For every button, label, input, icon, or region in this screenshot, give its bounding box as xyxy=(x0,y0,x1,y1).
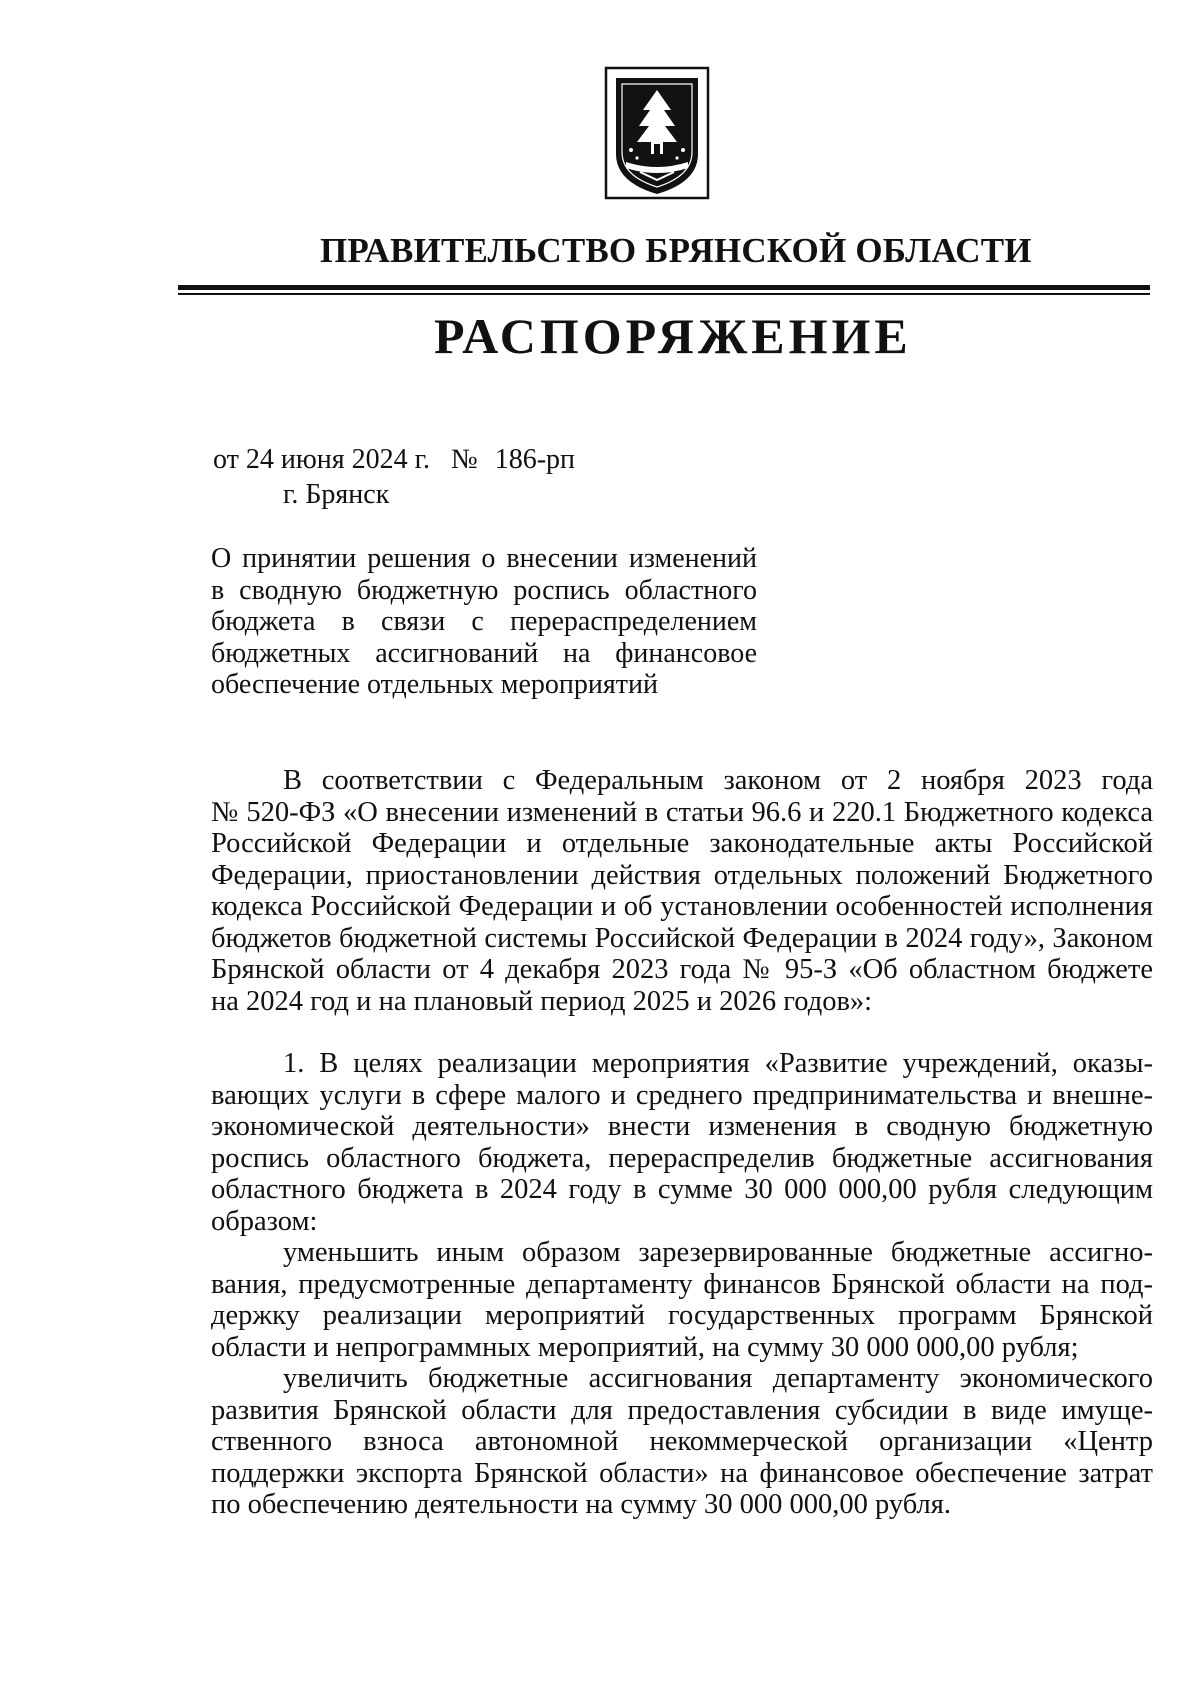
coat-of-arms-emblem xyxy=(604,66,710,200)
item-1-paragraph xyxy=(211,1048,1153,1237)
body-line: роспись областного бюджета, перераспределив бюджетные ассигнования xyxy=(211,1142,1153,1174)
body-line: вания, предусмотренные департаменту финансов Брянской области на под- xyxy=(211,1268,1153,1300)
subject-line: обеспечение отдельных мероприятий xyxy=(211,669,658,700)
body-line: бюджетов бюджетной системы Российской Федерации в 2024 году», Законом xyxy=(211,922,1153,954)
body-line: образом: xyxy=(211,1205,318,1237)
body-line: кодекса Российской Федерации и об установлении особенностей исполнения xyxy=(211,891,1153,922)
document-subject xyxy=(211,543,757,701)
subject-line: в сводную бюджетную роспись областного xyxy=(211,574,757,606)
body-line: областного бюджета в 2024 году в сумме 30 000 000,00 рубля следующим xyxy=(211,1174,1153,1205)
body-line: развития Брянской области для предоставления субсидии в виде имуще- xyxy=(211,1394,1153,1426)
body-line: уменьшить иным образом зарезервированные бюджетные ассигно- xyxy=(283,1237,1153,1268)
header-divider-thick xyxy=(178,285,1150,290)
body-line: В соответствии с Федеральным законом от 2 ноября 2023 года xyxy=(283,765,1153,796)
body-line: на 2024 год и на плановый период 2025 и 2026 годов»: xyxy=(211,985,873,1017)
organization-title: ПРАВИТЕЛЬСТВО БРЯНСКОЙ ОБЛАСТИ xyxy=(320,231,1032,270)
body-line: увеличить бюджетные ассигнования департаменту экономического xyxy=(283,1363,1153,1394)
preamble-paragraph xyxy=(211,765,1153,1017)
document-date-number xyxy=(213,444,575,476)
subject-line: бюджетных ассигнований на финансовое xyxy=(211,637,757,669)
body-line: № 520-ФЗ «О внесении изменений в статьи 96.6 и 220.1 Бюджетного кодекса xyxy=(211,796,1153,828)
decrease-paragraph xyxy=(211,1237,1153,1363)
body-line: поддержки экспорта Брянской области» на финансовое обеспечение затрат xyxy=(211,1457,1153,1489)
body-line: экономической деятельности» внести изменения в сводную бюджетную xyxy=(211,1111,1153,1142)
increase-paragraph xyxy=(211,1363,1153,1521)
document-number: 186-рп xyxy=(494,444,575,475)
document-type-title: РАСПОРЯЖЕНИЕ xyxy=(434,308,912,364)
paragraph-gap xyxy=(211,1017,1153,1048)
body-line: Российской Федерации и отдельные законодательные акты Российской xyxy=(211,828,1153,859)
header-divider-thin xyxy=(178,293,1150,295)
body-line: Брянской области от 4 декабря 2023 года № 95-З «Об областном бюджете xyxy=(211,954,1153,985)
body-line: 1. В целях реализации мероприятия «Развитие учреждений, оказы- xyxy=(283,1048,1153,1079)
document-date: 24 июня 2024 г. xyxy=(245,444,430,475)
date-prefix: от xyxy=(213,444,239,475)
number-sign: № xyxy=(450,444,478,475)
body-line: Федерации, приостановлении действия отдельных положений Бюджетного xyxy=(211,859,1153,891)
body-line: ственного взноса автономной некоммерческой организации «Центр xyxy=(211,1426,1153,1457)
body-line: области и непрограммных мероприятий, на сумму 30 000 000,00 рубля; xyxy=(211,1331,1079,1363)
subject-line: О принятии решения о внесении изменений xyxy=(211,543,757,574)
subject-line: бюджета в связи с перераспределением xyxy=(211,606,757,637)
document-city: г. Брянск xyxy=(283,479,390,510)
body-line: держку реализации мероприятий государственных программ Брянской xyxy=(211,1300,1153,1331)
body-line: по обеспечению деятельности на сумму 30 000 000,00 рубля. xyxy=(211,1489,951,1520)
body-line: вающих услуги в сфере малого и среднего предпринимательства и внешне- xyxy=(211,1079,1153,1111)
document-body xyxy=(211,765,1153,1521)
